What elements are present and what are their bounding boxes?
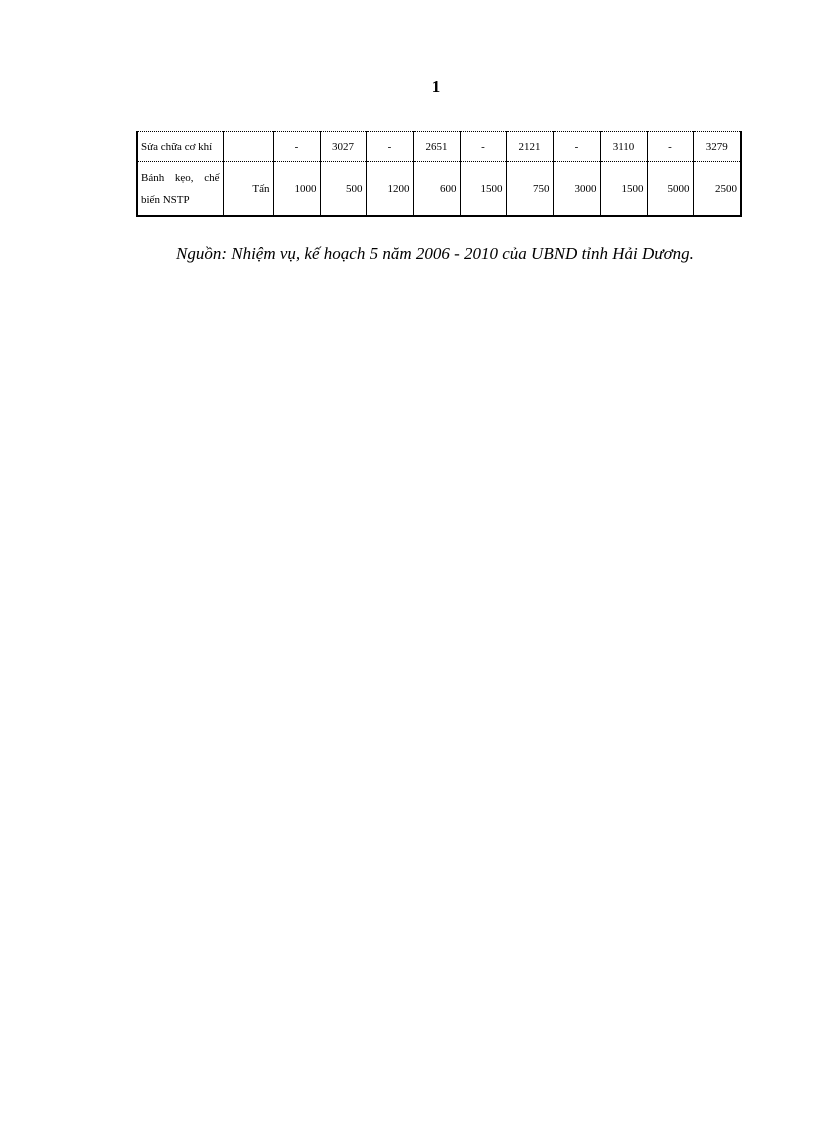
table-cell: 2121 <box>506 132 553 162</box>
table-cell: 3000 <box>553 162 600 217</box>
table-cell: - <box>553 132 600 162</box>
table-row <box>137 162 741 217</box>
table-cell: 2500 <box>693 162 741 217</box>
row-unit <box>223 132 273 162</box>
table-cell: 2651 <box>413 132 460 162</box>
table-cell: 1500 <box>460 162 506 217</box>
table-cell: 750 <box>506 162 553 217</box>
table-cell: - <box>647 132 693 162</box>
table-cell: 600 <box>413 162 460 217</box>
table-cell: 500 <box>320 162 366 217</box>
table-row <box>137 132 741 162</box>
table-cell: 5000 <box>647 162 693 217</box>
table-cell: - <box>273 132 320 162</box>
table-cell: - <box>366 132 413 162</box>
source-note: Nguồn: Nhiệm vụ, kế hoạch 5 năm 2006 - 2010 của UBND tỉnh Hải Dương. <box>176 244 694 263</box>
row-name: Bánh kẹo, chế biến NSTP <box>137 162 223 217</box>
page-number: 1 <box>431 77 441 96</box>
row-name: Sửa chữa cơ khí <box>137 132 223 162</box>
data-table <box>136 131 742 217</box>
table-cell: 3110 <box>600 132 647 162</box>
table-cell: - <box>460 132 506 162</box>
table-cell: 1200 <box>366 162 413 217</box>
table-cell: 3279 <box>693 132 741 162</box>
table-cell: 3027 <box>320 132 366 162</box>
table-cell: 1000 <box>273 162 320 217</box>
row-unit: Tấn <box>223 162 273 217</box>
table-cell: 1500 <box>600 162 647 217</box>
